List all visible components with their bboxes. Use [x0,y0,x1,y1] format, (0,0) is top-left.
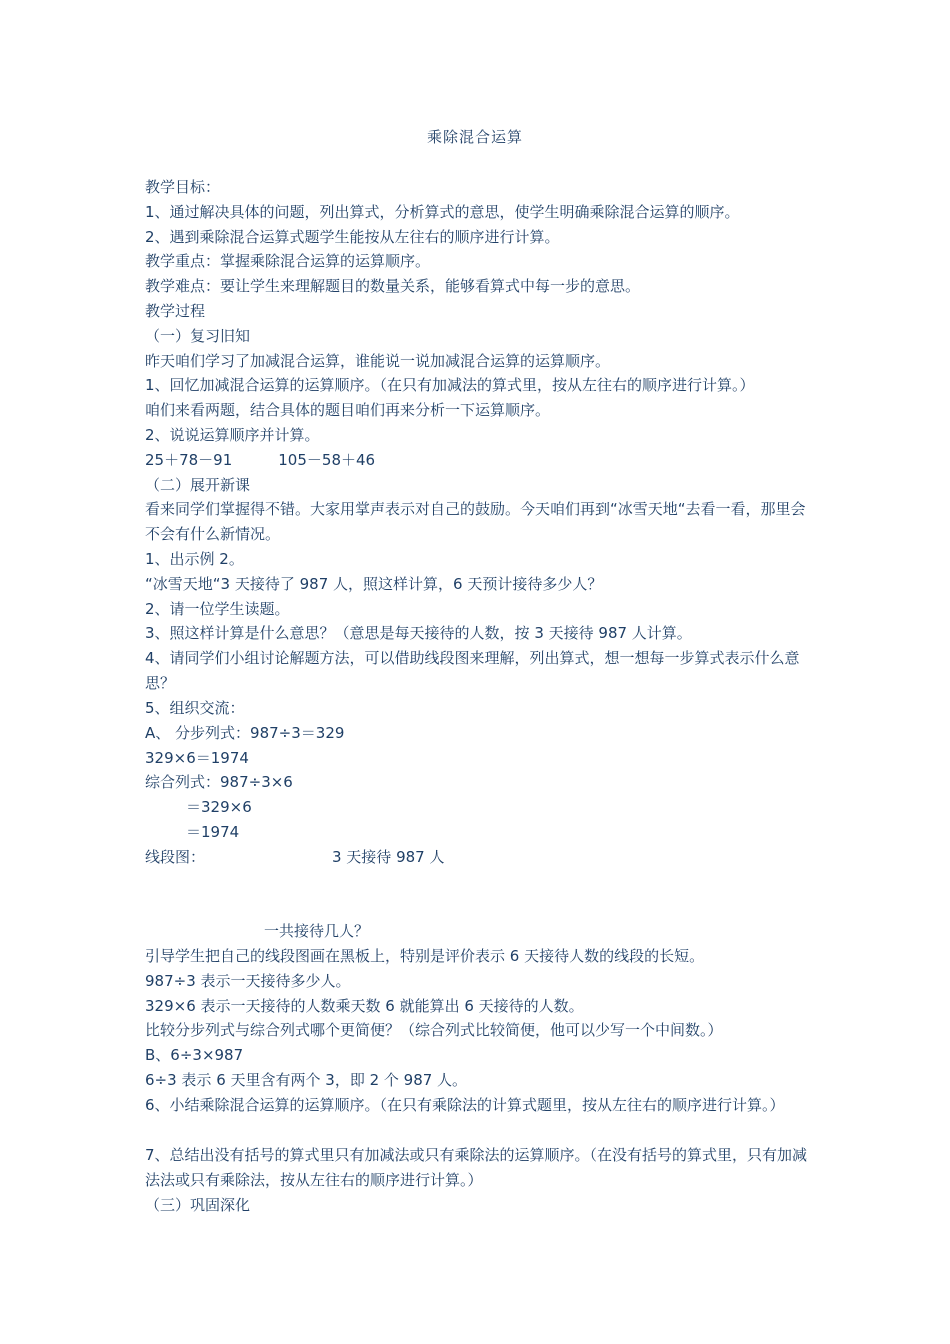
section-2-item-2: 2、请一位学生读题。 [145,600,290,618]
combined-formula: 综合列式：987÷3×6 [145,773,293,791]
page-title: 乘除混合运算 [426,128,523,146]
goal-2: 2、遇到乘除混合运算式题学生能按从左往右的顺序进行计算。 [145,228,560,246]
goal-heading: 教学目标： [145,178,221,196]
problem-statement: “冰雪天地“3 天接待了 987 人，照这样计算，6 天预计接待多少人？ [145,575,603,593]
combined-formula-3: ＝1974 [186,823,240,841]
step-formula-2: 329×6＝1974 [145,749,249,767]
expression-a: 25＋78－91 [145,451,233,469]
b-formula: B、6÷3×987 [145,1046,244,1064]
process-heading: 教学过程 [145,302,206,320]
section-2-item-4: 4、请同学们小组讨论解题方法，可以借助线段图来理解，列出算式，想一想每一步算式表示什么意思？ [145,649,800,692]
section-1-item-2: 2、说说运算顺序并计算。 [145,426,320,444]
section-1-item-1: 1、回忆加减混合运算的运算顺序。（在只有加减法的算式里，按从左往右的顺序进行计算。） [145,376,755,394]
b-explanation: 6÷3 表示 6 天里含有两个 3，即 2 个 987 人。 [145,1071,468,1089]
section-2-heading: （二）展开新课 [145,476,251,494]
explanation-1: 987÷3 表示一天接待多少人。 [145,972,351,990]
segment-top-label: 3 天接待 987 人 [332,848,445,866]
section-2-item-5: 5、组织交流： [145,699,245,717]
section-2-item-3: 3、照这样计算是什么意思？（意思是每天接待的人数，按 3 天接待 987 人计算。 [145,624,692,642]
key-point: 教学重点：掌握乘除混合运算的运算顺序。 [145,252,431,270]
step-formula: A、 分步列式：987÷3＝329 [145,724,345,742]
goal-1: 1、通过解决具体的问题，列出算式，分析算式的意思，使学生明确乘除混合运算的顺序。 [145,203,740,221]
section-3-heading: （三）巩固深化 [145,1196,251,1214]
explanation-2: 329×6 表示一天接待的人数乘天数 6 就能算出 6 天接待的人数。 [145,997,584,1015]
difficulty: 教学难点：要让学生来理解题目的数量关系，能够看算式中每一步的意思。 [145,277,641,295]
expression-row [145,449,375,471]
section-1-intro: 昨天咱们学习了加减混合运算，谁能说一说加减混合运算的运算顺序。 [145,352,611,370]
guide-text: 引导学生把自己的线段图画在黑板上，特别是评价表示 6 天接待人数的线段的长短。 [145,947,705,965]
combined-formula-2: ＝329×6 [186,798,252,816]
section-1-heading: （一）复习旧知 [145,327,251,345]
section-2-item-7: 7、总结出没有括号的算式里只有加减法或只有乘除法的运算顺序。（在没有括号的算式里，只有加减法法或只有乘除法，按从左往右的顺序进行计算。） [145,1146,808,1189]
compare-text: 比较分步列式与综合列式哪个更简便？（综合列式比较简便，他可以少写一个中间数。） [145,1021,723,1039]
section-2-intro: 看来同学们掌握得不错。大家用掌声表示对自己的鼓励。今天咱们再到“冰雪天地“去看一看，那里会不会有什么新情况。 [145,500,806,543]
section-2-item-1: 1、出示例 2。 [145,550,244,568]
section-2-item-6: 6、小结乘除混合运算的运算顺序。（在只有乘除法的计算式题里，按从左往右的顺序进行计算。） [145,1096,785,1114]
segment-diagram-label: 线段图： [145,848,206,866]
section-1-look: 咱们来看两题，结合具体的题目咱们再来分析一下运算顺序。 [145,401,551,419]
segment-bottom-label: 一共接待几人？ [264,922,370,940]
expression-b: 105－58＋46 [278,451,376,469]
